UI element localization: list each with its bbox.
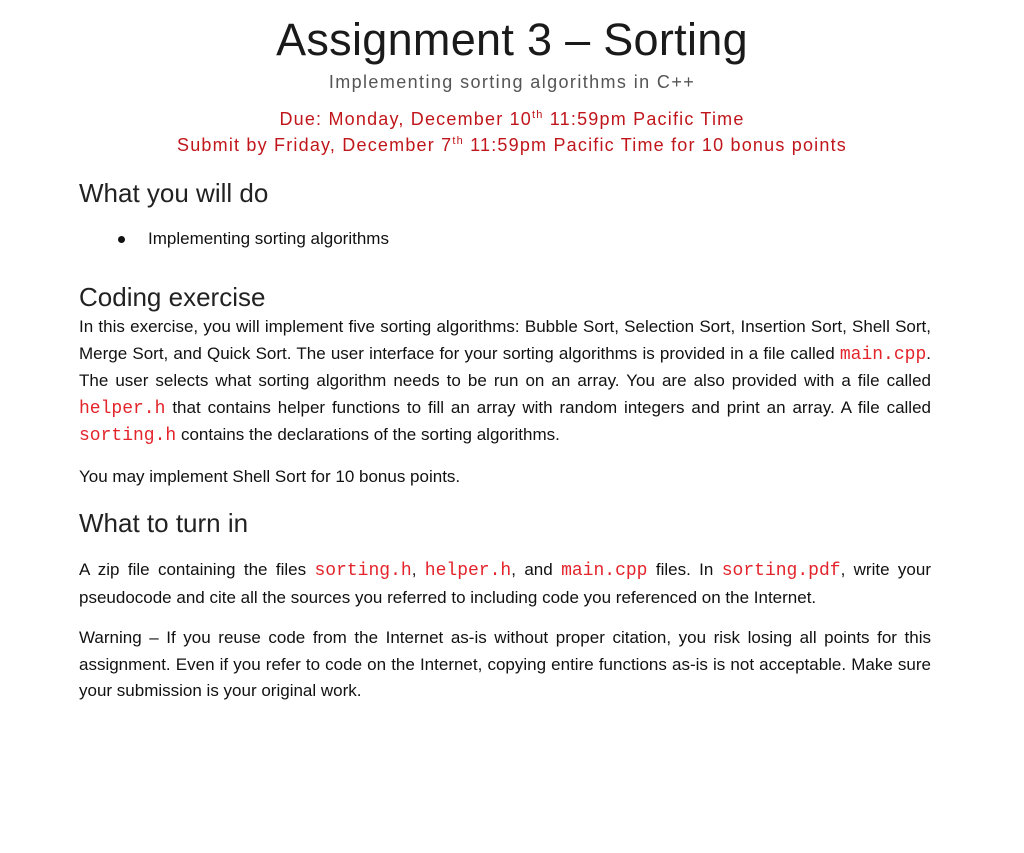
page-subtitle: Implementing sorting algorithms in C++ (328, 72, 696, 92)
filename-helper-h: helper.h (424, 561, 512, 581)
filename-sorting-h: sorting.h (79, 426, 177, 446)
header-block (0, 0, 1024, 158)
filename-main-cpp: main.cpp (561, 561, 648, 581)
section-what-to-turn-in (79, 507, 931, 705)
filename-sorting-pdf: sorting.pdf (721, 561, 841, 581)
section-heading: What you will do (79, 178, 269, 208)
due-dates (0, 106, 1024, 158)
warning-paragraph: Warning – If you reuse code from the Internet as-is without proper citation, you risk losing all points for this assignment. Even if you refer to code on the Internet, copying entire functions as-is is not acceptable. Make sure your submission is your original work. (79, 628, 931, 700)
bonus-note: You may implement Shell Sort for 10 bonus points. (79, 466, 461, 486)
section-coding-exercise (79, 281, 931, 490)
page-title: Assignment 3 – Sorting (276, 14, 748, 65)
due-date-line: Due: Monday, December 10th 11:59pm Pacific Time (279, 109, 745, 129)
section-what-you-will-do (79, 177, 931, 249)
bullet-text: Implementing sorting algorithms (148, 229, 389, 248)
list-item (79, 229, 931, 249)
filename-helper-h: helper.h (79, 398, 166, 419)
bonus-date-line: Submit by Friday, December 7th 11:59pm Pacific Time for 10 bonus points (177, 135, 847, 155)
section-heading: Coding exercise (79, 282, 266, 312)
section-heading: What to turn in (79, 508, 249, 538)
exercise-description: In this exercise, you will implement five sorting algorithms: Bubble Sort, Selection Sort, Insertion Sort, Shell Sort, Merge Sort, and Quick Sort. The user interface for your sorting algorithms is provided in a file called main.cpp. The user selects what sorting algorithm needs to be run on an array. You are also provided with a file called helper.h that contains helper functions to fill an array with random integers and print an array. A file called sorting.h contains the declarations of the sorting algorithms. (79, 317, 931, 446)
submission-instructions: A zip file containing the files sorting.h, helper.h, and main.cpp files. In sorting.pdf, write your pseudocode and cite all the sources you referred to including code you referenced on the Internet. (79, 560, 931, 607)
filename-main-cpp: main.cpp (839, 344, 927, 365)
filename-sorting-h: sorting.h (314, 561, 412, 581)
bullet-icon (118, 236, 125, 243)
